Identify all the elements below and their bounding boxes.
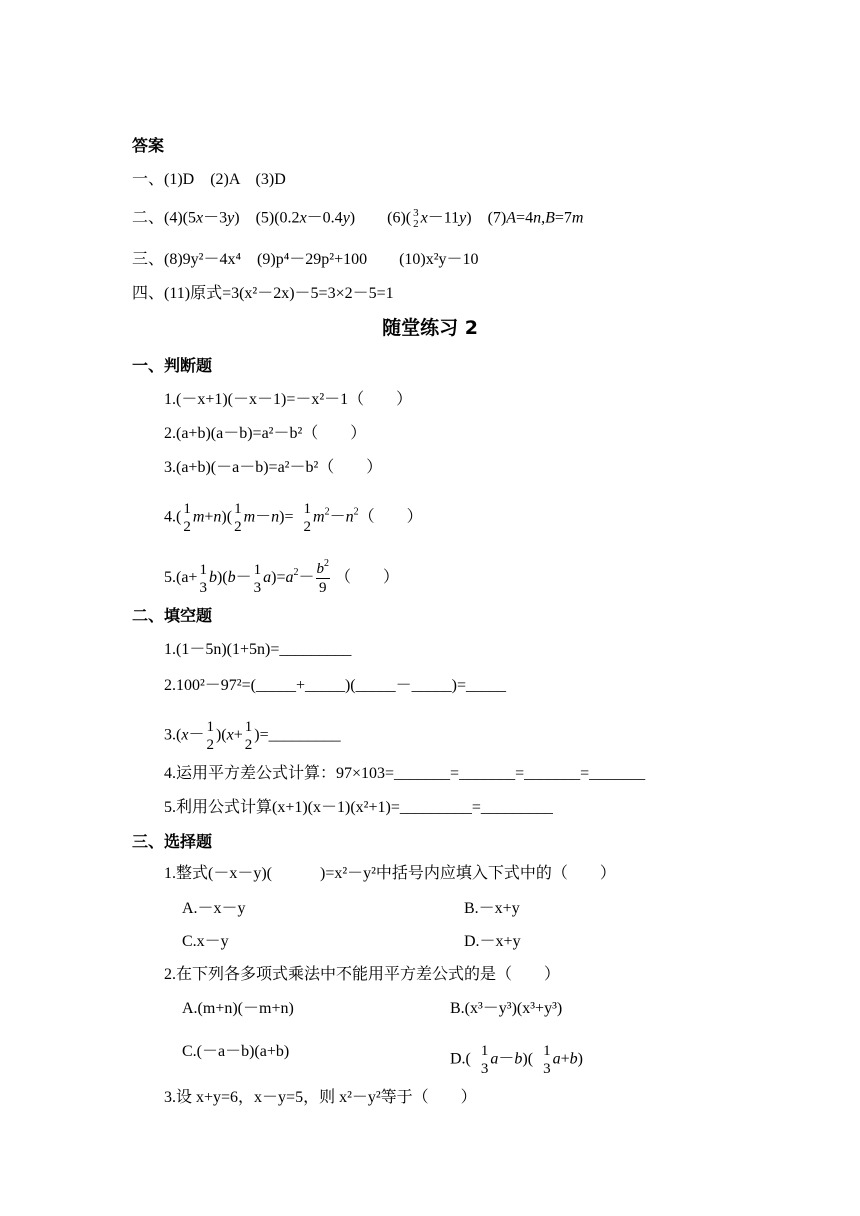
fraction-denominator: 2 xyxy=(303,519,312,535)
answer-text: ) (5)(0.2 xyxy=(234,209,300,227)
answer-text: =4 xyxy=(516,209,534,227)
choice-q2-option-b: B.(x³－y³)(x³+y³) xyxy=(450,1000,563,1017)
fraction: 1 2 xyxy=(206,719,214,753)
answer-paren: （ ） xyxy=(358,508,423,526)
fraction xyxy=(182,500,192,536)
answer-text: y xyxy=(342,209,350,227)
answer-text: x xyxy=(299,209,307,227)
answer-text: ) (7) xyxy=(466,209,507,227)
choice-q3: 3.设 x+y=6，x－y=5，则 x²－y²等于（ ） xyxy=(164,1089,477,1106)
fill-q5: 5.利用公式计算(x+1)(x－1)(x²+1)=_________=_________ xyxy=(164,799,553,816)
answer-text: －3 xyxy=(203,209,228,227)
fraction-denominator: 2 xyxy=(183,519,191,535)
answer-line-1: 一、(1)D (2)A (3)D xyxy=(132,171,286,188)
choice-q2-option-d: D.( 1 3 a－b)( 1 3 a+b) xyxy=(450,1043,583,1077)
fill-q3: 3.(x－ 1 2 )(x+ 1 2 )=_________ xyxy=(164,719,341,753)
judge-q3: 3.(a+b)(－a－b)=a²－b²（ ） xyxy=(164,459,383,476)
judge-q2: 2.(a+b)(a－b)=a²－b²（ ） xyxy=(164,425,367,442)
fraction: 1 3 xyxy=(543,1043,551,1077)
choice-q1-option-b: B.－x+y xyxy=(464,900,520,917)
answer-text: =7 xyxy=(554,209,572,227)
answer-text: y xyxy=(459,209,467,227)
answer-text: m xyxy=(571,209,584,227)
section-2-heading: 二、填空题 xyxy=(132,606,213,625)
answer-text: y xyxy=(227,209,235,227)
choice-q1: 1.整式(－x－y)( )=x²－y²中括号内应填入下式中的（ ） xyxy=(164,865,616,882)
q5-prefix: 5.(a+ xyxy=(164,569,198,587)
answers-heading: 答案 xyxy=(132,136,165,155)
fraction: $\frac{b^2}{9}$ xyxy=(316,558,329,596)
fraction xyxy=(412,208,420,230)
option-d-prefix: D.( xyxy=(450,1050,471,1068)
fraction xyxy=(303,500,313,536)
fraction-denominator: 2 xyxy=(413,218,419,230)
q4-prefix: 4.( xyxy=(164,508,182,526)
fraction-numerator: 1 xyxy=(183,501,191,517)
fraction xyxy=(233,500,243,536)
fill-q2: 2.100²－97²=(_____+_____)(_____－_____)=_____ xyxy=(164,677,506,694)
judge-q1: 1.(－x+1)(－x－1)=－x²－1（ ） xyxy=(164,391,413,408)
fraction: 1 3 xyxy=(253,561,262,596)
fraction: 1 2 xyxy=(244,719,253,753)
fraction-denominator: 2 xyxy=(234,519,242,535)
fraction-numerator: 1 xyxy=(234,501,242,517)
choice-q1-option-d: D.－x+y xyxy=(464,933,521,950)
section-3-heading: 三、选择题 xyxy=(132,832,213,851)
answer-text: x xyxy=(196,209,204,227)
answer-line-2 xyxy=(132,208,583,230)
answer-text: －0.4 xyxy=(306,209,343,227)
fill-q3-suffix: )=_________ xyxy=(254,726,341,744)
answer-text: x xyxy=(420,209,428,227)
fraction: 1 3 xyxy=(480,1043,489,1077)
fill-q4: 4.运用平方差公式计算：97×103=_______=_______=_______=_______ xyxy=(164,765,646,782)
judge-q4: 4.( 1 2 m+n)( 1 2 m－n)= 1 2 $m^2-n^2$（ ） xyxy=(164,501,423,535)
answer-text: －11 xyxy=(427,209,460,227)
section-1-heading: 一、判断题 xyxy=(132,356,213,375)
answer-text: B xyxy=(545,209,555,227)
choice-q1-option-c: C.x－y xyxy=(182,933,229,950)
answer-text: 二、(4)(5 xyxy=(132,209,196,227)
answer-line-3: 三、(8)9y²－4x⁴ (9)p⁴－29p²+100 (10)x²y－10 xyxy=(132,251,479,268)
answer-text: ) (6)( xyxy=(349,209,412,227)
answer-line-4: 四、(11)原式=3(x²－2x)－5=3×2－5=1 xyxy=(132,285,394,302)
answer-text: , xyxy=(541,209,546,227)
choice-q2-option-c: C.(－a－b)(a+b) xyxy=(182,1043,290,1060)
answer-text: A xyxy=(506,209,517,227)
fraction-numerator: 1 xyxy=(303,501,312,517)
judge-q5: 5.(a+ 1 3 b)(b－ 1 3 $a)=a^2-$ $\frac{b^2}{9}$ （ ） xyxy=(164,558,400,596)
answer-paren: （ ） xyxy=(335,569,400,587)
answer-text: n xyxy=(533,209,542,227)
choice-q1-option-a: A.－x－y xyxy=(182,900,246,917)
fraction-numerator: 3 xyxy=(413,207,419,219)
choice-q2-option-a: A.(m+n)(－m+n) xyxy=(182,1000,294,1017)
fill-q1: 1.(1－5n)(1+5n)=_________ xyxy=(164,641,352,658)
page-title: 随堂练习 2 xyxy=(382,317,478,339)
fraction: 1 3 xyxy=(199,561,207,596)
choice-q2: 2.在下列各多项式乘法中不能用平方差公式的是（ ） xyxy=(164,966,561,983)
